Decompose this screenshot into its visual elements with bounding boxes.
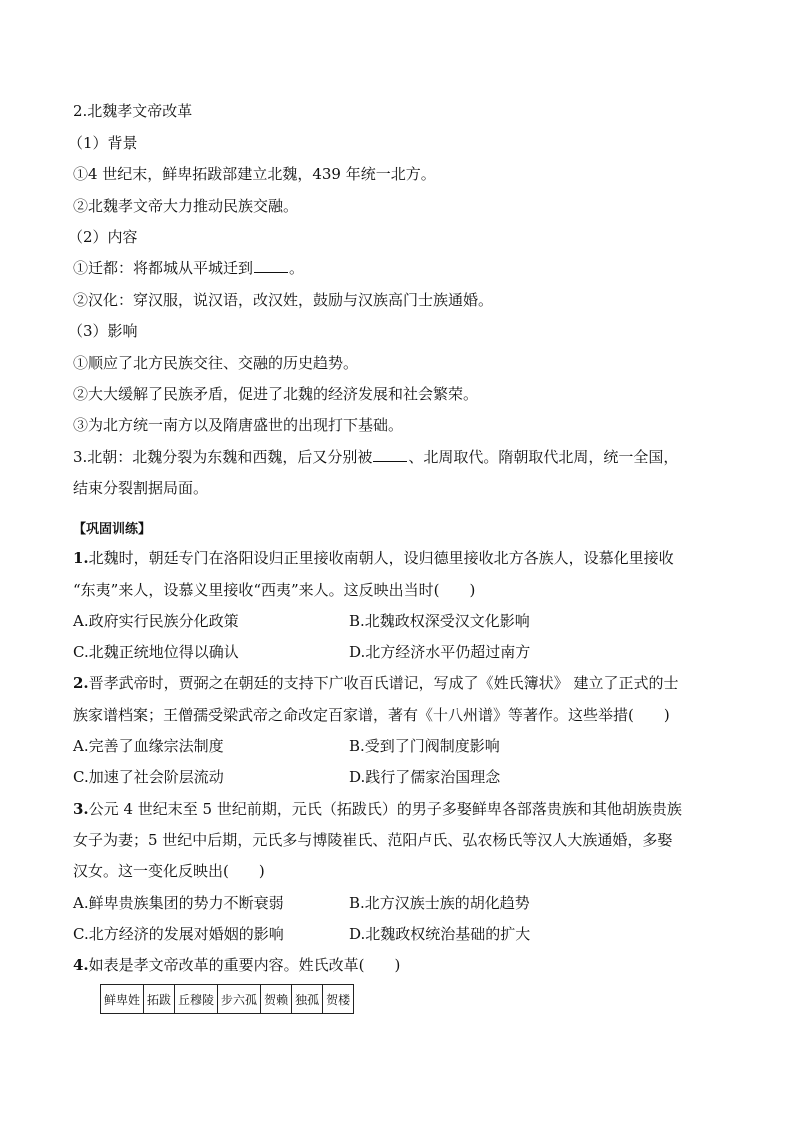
table-cell: 贺赖: [261, 985, 292, 1014]
question-1-option-a[interactable]: A.政府实行民族分化政策: [73, 612, 239, 630]
question-1-line-2: “东夷”来人，设慕义里接收“西夷”来人。这反映出当时( ): [73, 581, 476, 599]
surname-table: [100, 984, 354, 1014]
question-3-option-b[interactable]: B.北方汉族士族的胡化趋势: [349, 894, 530, 912]
section-2-title: 2.北魏孝文帝改革: [73, 102, 193, 120]
content-item-1-end: 。: [289, 259, 305, 277]
question-text: 公元 4 世纪末至 5 世纪前期，元氏（拓跋氏）的男子多娶鲜卑各部落贵族和其他胡族贵族: [88, 800, 682, 818]
impact-item-3: ③为北方统一南方以及隋唐盛世的出现打下基础。: [73, 416, 404, 434]
question-3-line-3: 汉女。这一变化反映出( ): [73, 862, 265, 880]
question-3-option-d[interactable]: D.北魏政权统治基础的扩大: [349, 925, 531, 943]
question-number: 2.: [73, 674, 89, 692]
question-3-line-1: [73, 799, 682, 819]
question-3-option-a[interactable]: A.鲜卑贵族集团的势力不断衰弱: [73, 894, 284, 912]
content-heading: （2）内容: [68, 228, 138, 246]
table-cell: 丘穆陵: [175, 985, 218, 1014]
question-3-line-2: 女子为妻；5 世纪中后期，元氏多与博陵崔氏、范阳卢氏、弘农杨氏等汉人大族通婚，多娶: [73, 831, 673, 849]
section-3-text-end: 、北周取代。隋朝取代北周，统一全国，: [408, 448, 679, 466]
table-cell: 独孤: [292, 985, 323, 1014]
question-number: 4.: [73, 956, 89, 974]
background-heading: （1）背景: [68, 134, 138, 152]
table-cell: 贺楼: [323, 985, 354, 1014]
question-2-option-d[interactable]: D.践行了儒家治国理念: [349, 768, 501, 786]
question-text: 晋孝武帝时，贾弼之在朝廷的支持下广收百氏谱记，写成了《姓氏簿状》 建立了正式的士: [88, 674, 679, 692]
question-2-line-2: 族家谱档案；王僧孺受梁武帝之命改定百家谱，著有《十八州谱》等著作。这些举措( ): [73, 706, 670, 724]
fill-in-blank: [373, 447, 407, 462]
background-item-1: ①4 世纪末，鲜卑拓跋部建立北魏，439 年统一北方。: [73, 165, 436, 183]
fill-in-blank: [254, 258, 288, 273]
question-3-option-c[interactable]: C.北方经济的发展对婚姻的影响: [73, 925, 284, 943]
question-2-option-c[interactable]: C.加速了社会阶层流动: [73, 768, 224, 786]
table-cell: 拓跋: [144, 985, 175, 1014]
table-cell: 鲜卑姓: [101, 985, 144, 1014]
section-3-line-1: [73, 447, 678, 467]
question-4-line-1: [73, 955, 400, 975]
practice-heading: 【巩固训练】: [73, 522, 152, 537]
content-item-1: [73, 258, 304, 278]
question-2-option-b[interactable]: B.受到了门阀制度影响: [349, 737, 500, 755]
question-1-line-1: [73, 548, 674, 568]
question-1-option-b[interactable]: B.北魏政权深受汉文化影响: [349, 612, 530, 630]
section-3-text: 3.北朝：北魏分裂为东魏和西魏，后又分别被: [73, 448, 373, 466]
section-3-line-2: 结束分裂割据局面。: [73, 479, 209, 497]
question-1-option-d[interactable]: D.北方经济水平仍超过南方: [349, 643, 531, 661]
impact-heading: （3）影响: [68, 322, 138, 340]
table-cell: 步六孤: [218, 985, 261, 1014]
impact-item-2: ②大大缓解了民族矛盾，促进了北魏的经济发展和社会繁荣。: [73, 385, 479, 403]
impact-item-1: ①顺应了北方民族交往、交融的历史趋势。: [73, 354, 359, 372]
question-1-option-c[interactable]: C.北魏正统地位得以确认: [73, 643, 239, 661]
question-2-option-a[interactable]: A.完善了血缘宗法制度: [73, 737, 224, 755]
question-2-line-1: [73, 673, 678, 693]
question-number: 3.: [73, 800, 89, 818]
question-number: 1.: [73, 549, 89, 567]
content-item-2: ②汉化：穿汉服，说汉语，改汉姓，鼓励与汉族高门士族通婚。: [73, 291, 494, 309]
question-text: 如表是孝文帝改革的重要内容。姓氏改革( ): [88, 956, 401, 974]
question-text: 北魏时，朝廷专门在洛阳设归正里接收南朝人，设归德里接收北方各族人，设慕化里接收: [88, 549, 674, 567]
content-item-1-text: ①迁都：将都城从平城迁到: [73, 259, 254, 277]
table-row: [101, 985, 354, 1014]
background-item-2: ②北魏孝文帝大力推动民族交融。: [73, 197, 299, 215]
